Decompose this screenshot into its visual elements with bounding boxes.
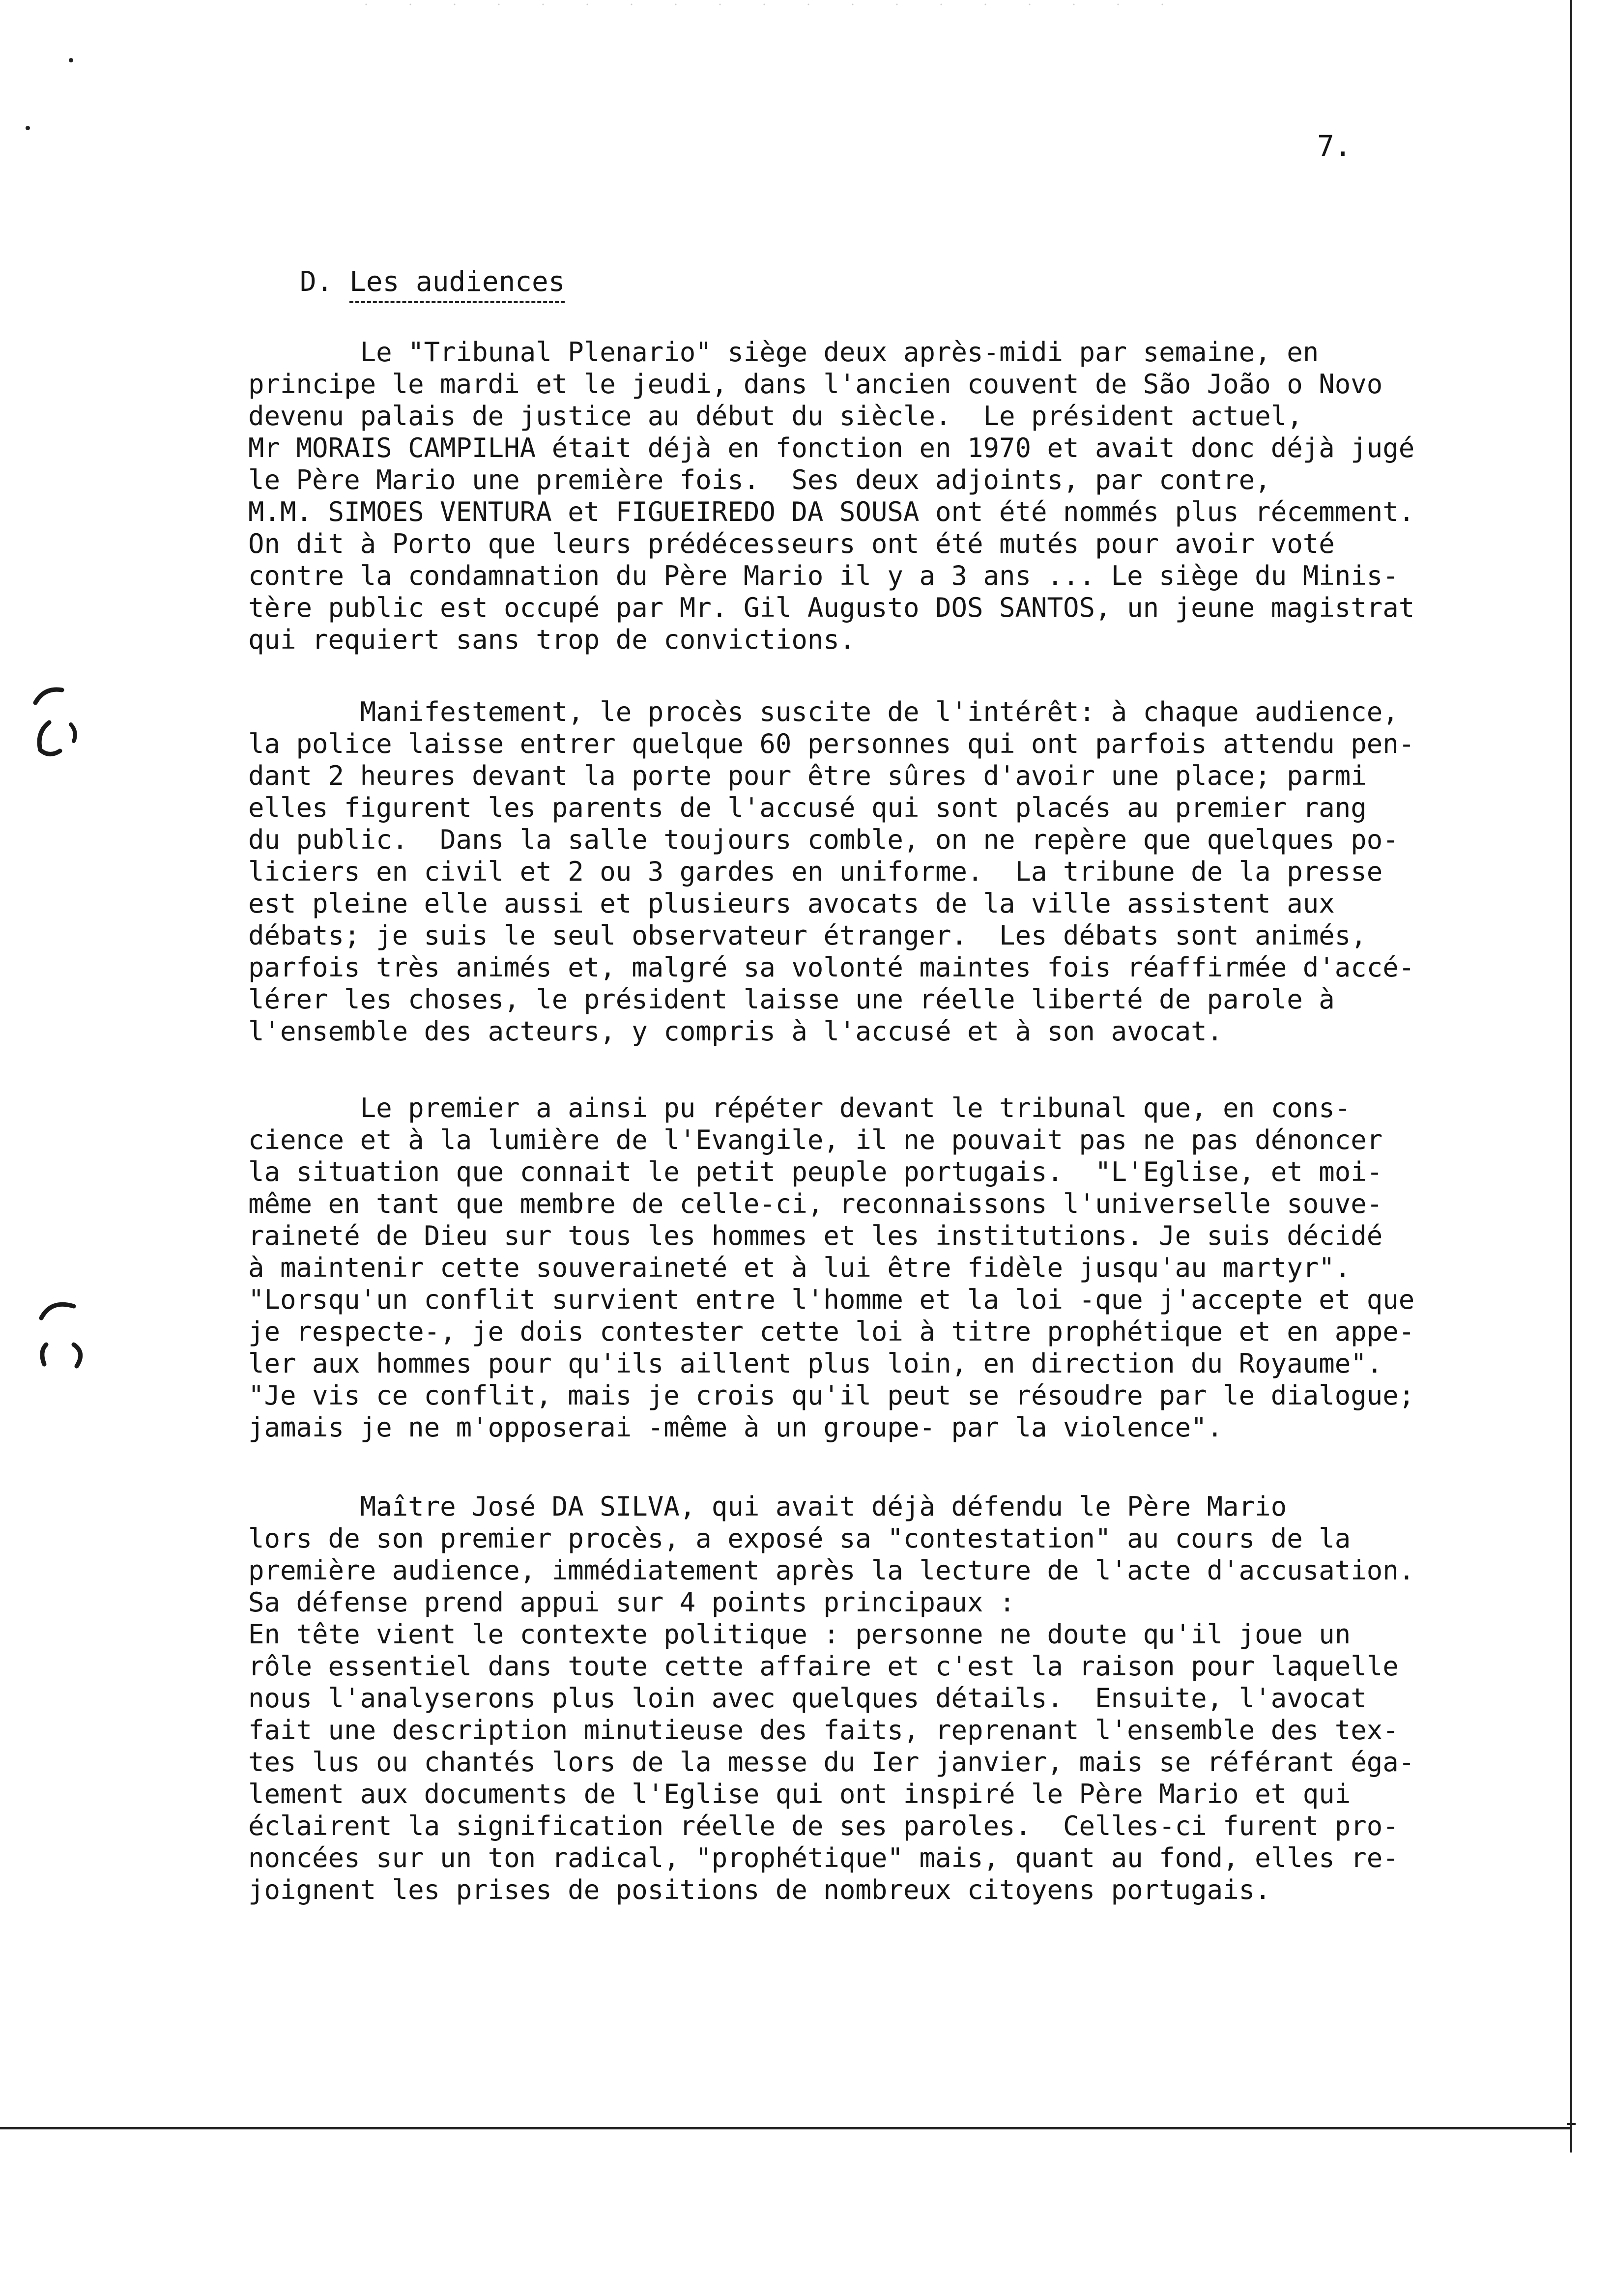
rule-corner-tick bbox=[1567, 2123, 1576, 2125]
text-line: liciers en civil et 2 ou 3 gardes en uniforme. La tribune de la presse bbox=[248, 856, 1383, 887]
text-line: à maintenir cette souveraineté et à lui être fidèle jusqu'au martyr". bbox=[248, 1252, 1351, 1283]
text-line: M.M. SIMOES VENTURA et FIGUEIREDO DA SOUSA ont été nommés plus récemment. bbox=[248, 496, 1415, 527]
text-line: lérer les choses, le président laisse une réelle liberté de parole à bbox=[248, 984, 1335, 1015]
paragraph-public-interest bbox=[248, 696, 1487, 1047]
text-line: débats; je suis le seul observateur étranger. Les débats sont animés, bbox=[248, 920, 1367, 951]
text-line: contre la condamnation du Père Mario il y a 3 ans ... Le siège du Minis- bbox=[248, 560, 1399, 591]
text-line: parfois très animés et, malgré sa volonté maintes fois réaffirmée d'accé- bbox=[248, 952, 1415, 983]
bottom-rule bbox=[0, 2127, 1572, 2129]
text-line: cience et à la lumière de l'Evangile, il ne pouvait pas ne pas dénoncer bbox=[248, 1124, 1383, 1155]
section-title: Les audiences bbox=[349, 266, 565, 303]
scan-dot bbox=[69, 58, 73, 62]
text-line: du public. Dans la salle toujours comble, on ne repère que quelques po- bbox=[248, 824, 1399, 855]
paragraph-defense bbox=[248, 1491, 1487, 1906]
text-line: "Je vis ce conflit, mais je crois qu'il peut se résoudre par le dialogue; bbox=[248, 1380, 1415, 1411]
text-line: est pleine elle aussi et plusieurs avocats de la ville assistent aux bbox=[248, 888, 1335, 919]
text-line: En tête vient le contexte politique : personne ne doute qu'il joue un bbox=[248, 1619, 1351, 1650]
text-line: tère public est occupé par Mr. Gil Augusto DOS SANTOS, un jeune magistrat bbox=[248, 592, 1415, 623]
section-heading bbox=[300, 265, 565, 298]
section-letter: D. bbox=[300, 266, 350, 298]
paragraph-tribunal bbox=[248, 336, 1487, 656]
text-line: fait une description minutieuse des faits, reprenant l'ensemble des tex- bbox=[248, 1715, 1399, 1746]
text-line: qui requiert sans trop de convictions. bbox=[248, 624, 856, 655]
text-line: Maître José DA SILVA, qui avait déjà défendu le Père Mario bbox=[248, 1491, 1287, 1522]
text-line: même en tant que membre de celle-ci, reconnaissons l'universelle souve- bbox=[248, 1188, 1383, 1219]
page-number: 7. bbox=[1317, 129, 1352, 163]
text-line: Le "Tribunal Plenario" siège deux après-midi par semaine, en bbox=[248, 337, 1319, 368]
text-line: Le premier a ainsi pu répéter devant le tribunal que, en cons- bbox=[248, 1092, 1351, 1123]
text-line: lement aux documents de l'Eglise qui ont inspiré le Père Mario et qui bbox=[248, 1779, 1351, 1809]
text-line: "Lorsqu'un conflit survient entre l'homme et la loi -que j'accepte et que bbox=[248, 1284, 1415, 1315]
binder-hole-mark-bottom bbox=[34, 1297, 88, 1371]
text-line: On dit à Porto que leurs prédécesseurs ont été mutés pour avoir voté bbox=[248, 528, 1335, 559]
text-line: rôle essentiel dans toute cette affaire et c'est la raison pour laquelle bbox=[248, 1651, 1399, 1682]
text-line: lors de son premier procès, a exposé sa "contestation" au cours de la bbox=[248, 1523, 1351, 1554]
text-line: je respecte-, je dois contester cette loi à titre prophétique et en appe- bbox=[248, 1316, 1415, 1347]
text-line: Sa défense prend appui sur 4 points principaux : bbox=[248, 1587, 1015, 1618]
text-line: ler aux hommes pour qu'ils aillent plus loin, en direction du Royaume". bbox=[248, 1348, 1383, 1379]
text-line: Manifestement, le procès suscite de l'intérêt: à chaque audience, bbox=[248, 696, 1399, 727]
text-line: principe le mardi et le jeudi, dans l'ancien couvent de São João o Novo bbox=[248, 369, 1383, 400]
text-line: première audience, immédiatement après la lecture de l'acte d'accusation. bbox=[248, 1555, 1415, 1586]
text-line: elles figurent les parents de l'accusé qui sont placés au premier rang bbox=[248, 792, 1367, 823]
text-line: le Père Mario une première fois. Ses deux adjoints, par contre, bbox=[248, 464, 1271, 495]
text-line: joignent les prises de positions de nombreux citoyens portugais. bbox=[248, 1874, 1271, 1905]
text-line: tes lus ou chantés lors de la messe du Ier janvier, mais se référant éga- bbox=[248, 1747, 1415, 1778]
text-line: éclairent la signification réelle de ses paroles. Celles-ci furent pro- bbox=[248, 1810, 1399, 1841]
scan-dot bbox=[26, 126, 30, 130]
text-line: l'ensemble des acteurs, y compris à l'accusé et à son avocat. bbox=[248, 1016, 1223, 1047]
text-line: jamais je ne m'opposerai -même à un groupe- par la violence". bbox=[248, 1412, 1223, 1443]
text-line: Mr MORAIS CAMPILHA était déjà en fonction en 1970 et avait donc déjà jugé bbox=[248, 432, 1415, 463]
text-line: la situation que connait le petit peuple portugais. "L'Eglise, et moi- bbox=[248, 1156, 1383, 1187]
binder-hole-mark-top bbox=[29, 683, 84, 757]
paragraph-defendant-statement bbox=[248, 1092, 1487, 1443]
text-line: la police laisse entrer quelque 60 personnes qui ont parfois attendu pen- bbox=[248, 728, 1415, 759]
text-line: raineté de Dieu sur tous les hommes et les institutions. Je suis décidé bbox=[248, 1220, 1383, 1251]
text-line: devenu palais de justice au début du siècle. Le président actuel, bbox=[248, 401, 1303, 431]
text-line: noncées sur un ton radical, "prophétique" mais, quant au fond, elles re- bbox=[248, 1842, 1399, 1873]
text-line: nous l'analyserons plus loin avec quelques détails. Ensuite, l'avocat bbox=[248, 1683, 1367, 1714]
right-margin-rule bbox=[1570, 0, 1572, 2152]
text-line: dant 2 heures devant la porte pour être sûres d'avoir une place; parmi bbox=[248, 760, 1367, 791]
scan-specks bbox=[344, 2, 1180, 7]
